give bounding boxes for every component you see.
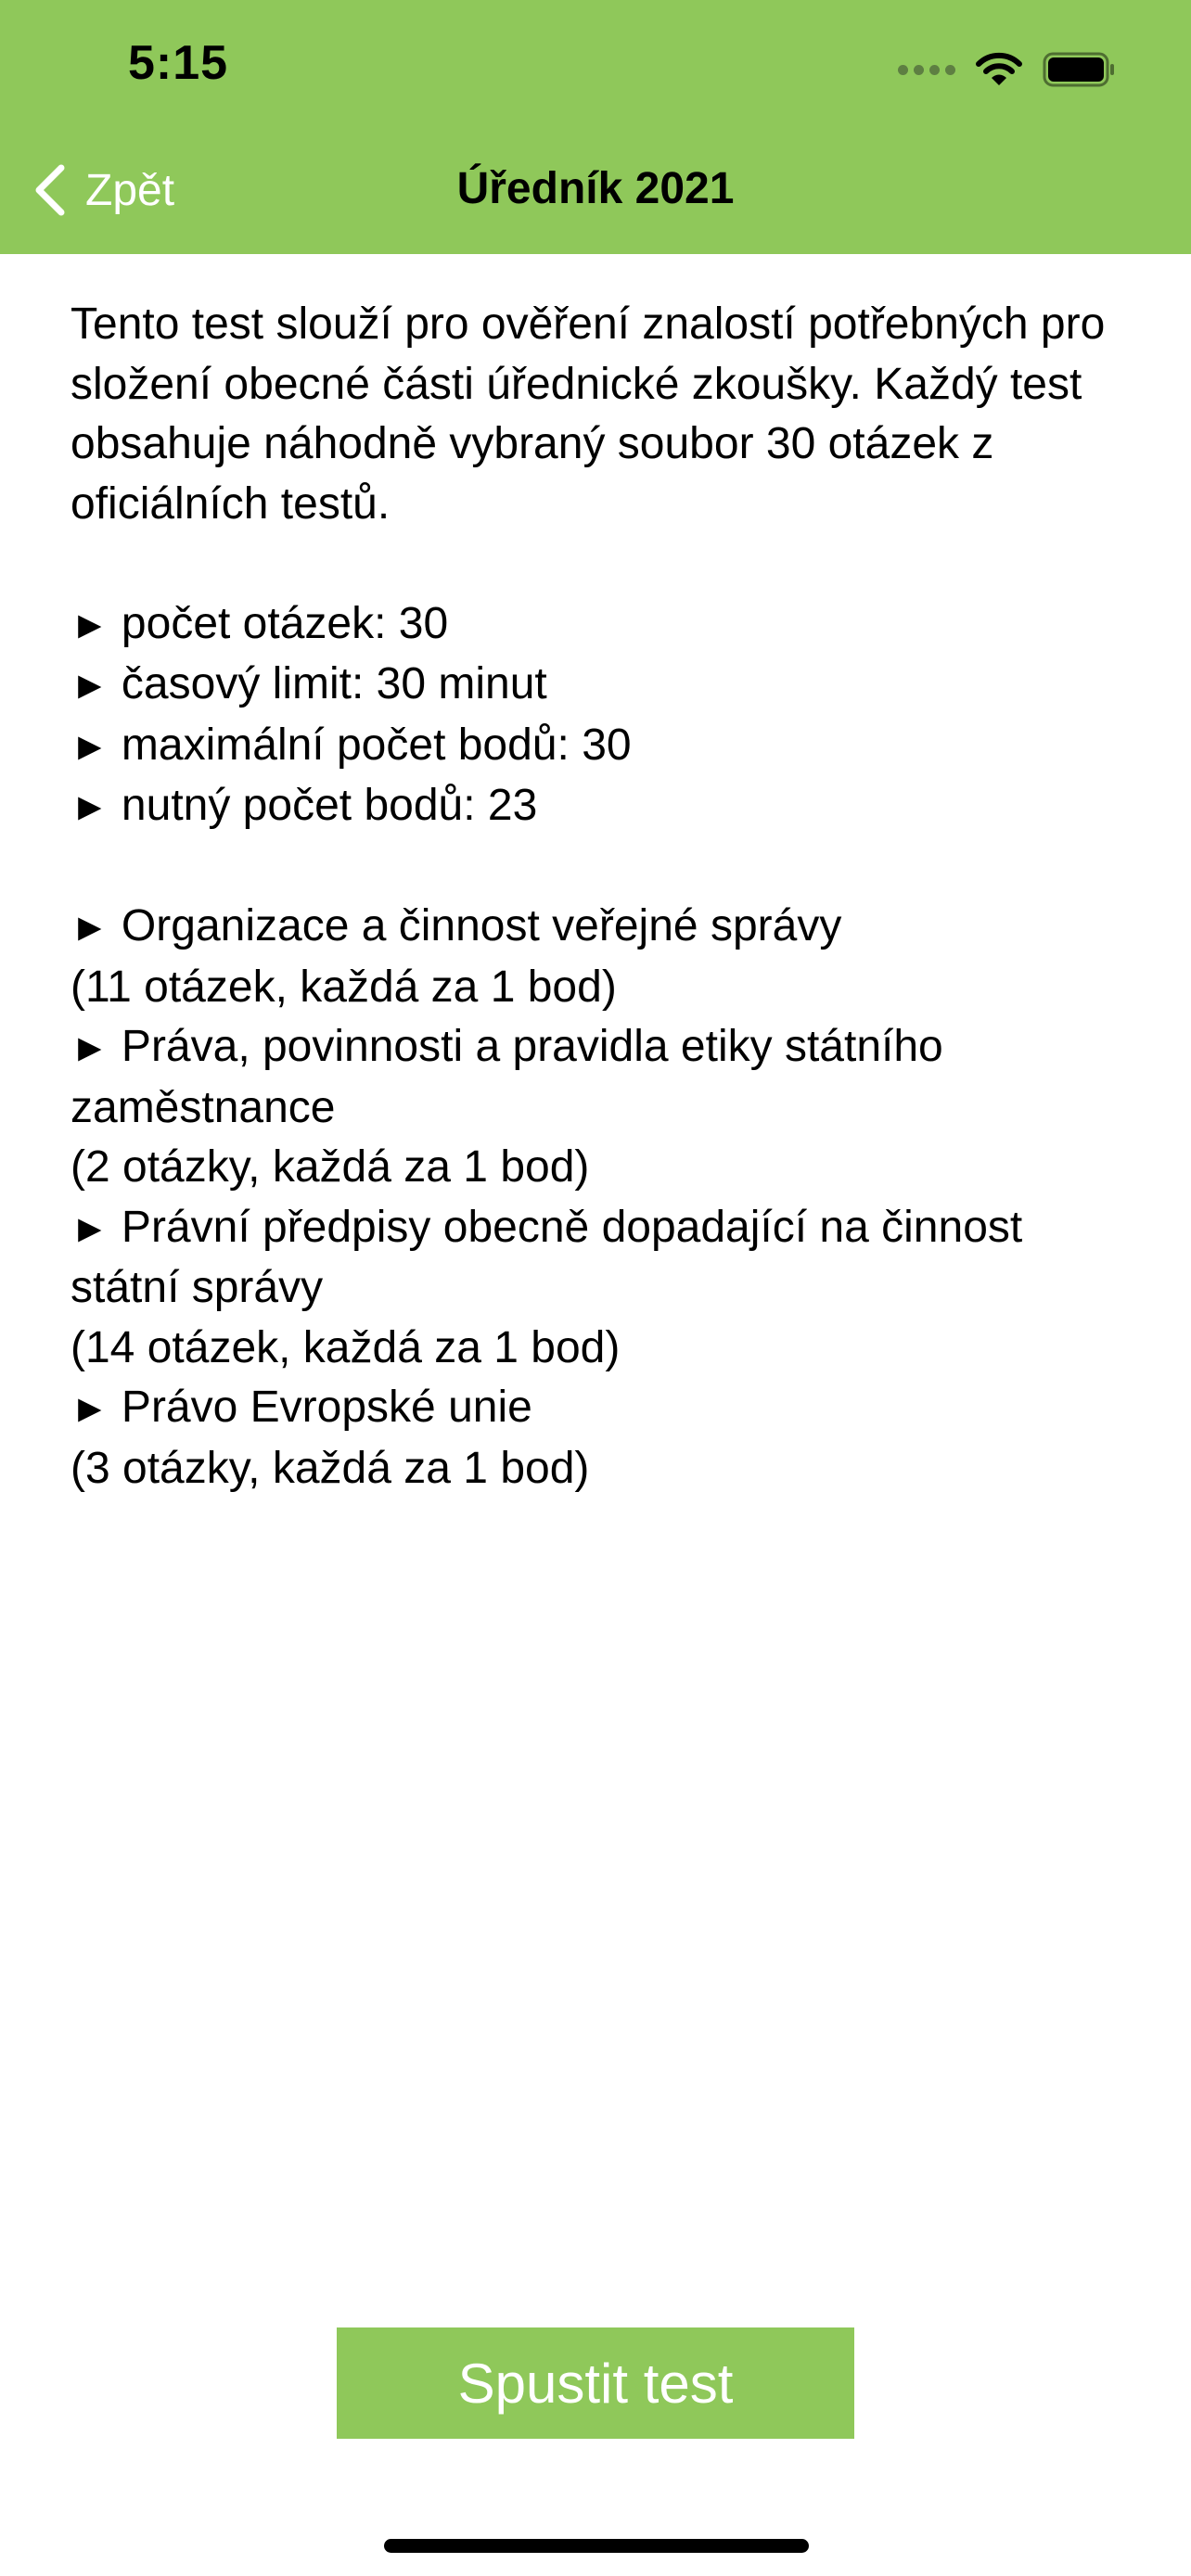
bullet-icon: ► [70,602,109,646]
topic-detail: (3 otázky, každá za 1 bod) [70,1443,590,1493]
home-indicator[interactable] [384,2539,809,2553]
stat-text: počet otázek: 30 [121,598,449,648]
topic-item [70,1198,1128,1319]
status-icons [898,46,1117,93]
bullet-icon: ► [70,1205,109,1250]
topic-name: Právo Evropské unie [121,1383,532,1432]
stat-item [70,655,1128,716]
stat-item [70,776,1128,837]
top-bar [0,0,1191,254]
stat-item [70,716,1128,777]
stat-text: maximální počet bodů: 30 [121,720,632,770]
topic-detail: (11 otázek, každá za 1 bod) [70,962,617,1012]
cellular-dots-icon [898,65,955,75]
topic-item [70,1017,1128,1138]
start-test-button[interactable]: Spustit test [337,2327,854,2439]
topic-item [70,1378,1128,1439]
intro-text: Tento test slouží pro ověření znalostí potřebných pro složení obecné části úřednické zkoušky. Každý test obsahuje náhodně vybraný soubor 30 otázek z oficiálních testů. [70,300,1106,529]
back-button-label: Zpět [85,165,175,215]
test-description [70,295,1128,1498]
bullet-icon: ► [70,1026,109,1069]
topic-item [70,897,1128,958]
battery-icon [1043,51,1117,88]
stat-text: časový limit: 30 minut [121,659,547,708]
wifi-icon [976,52,1022,87]
page-title: Úředník 2021 [456,164,735,213]
bullet-icon: ► [70,663,109,707]
topic-name: Práva, povinnosti a pravidla etiky státního zaměstnance [70,1022,943,1132]
topic-name: Organizace a činnost veřejné správy [121,901,842,950]
stat-item [70,594,1128,656]
bullet-icon: ► [70,723,109,768]
stat-text: nutný počet bodů: 23 [121,781,538,830]
bullet-icon: ► [70,905,109,949]
topic-detail: (14 otázek, každá za 1 bod) [70,1322,621,1372]
status-time: 5:15 [128,36,229,90]
topic-detail: (2 otázky, každá za 1 bod) [70,1142,590,1192]
bullet-icon: ► [70,784,109,828]
bullet-icon: ► [70,1386,109,1430]
topic-name: Právní předpisy obecně dopadající na činnost státní správy [70,1202,1023,1312]
